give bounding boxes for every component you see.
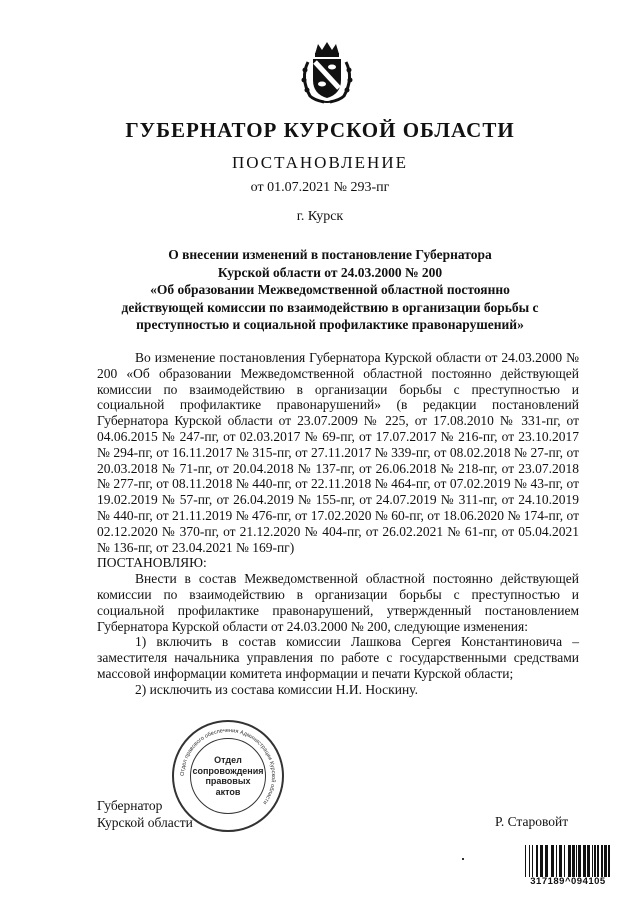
- title-line: действующей комиссии по взаимодействию в организации борьбы с: [121, 299, 539, 315]
- title-line: «Об образовании Межведомственной областной постоянно: [150, 282, 510, 297]
- stamp-text-line: Отдел: [214, 755, 242, 765]
- document-title: [100, 246, 560, 334]
- stamp-text-line: сопровождения: [192, 765, 264, 776]
- ink-dot: [462, 858, 464, 860]
- stamp-text-line: правовых: [205, 776, 251, 786]
- barcode-number: 317189^094105: [530, 876, 606, 887]
- change-item-1: 1) включить в состав комиссии Лашкова Сергея Константиновича – заместителя начальника управления по работе с государственными средствами массовой информации комитета информации и печати Курской области;: [97, 634, 579, 681]
- title-line: Курской области от 24.03.2000 № 200: [217, 264, 443, 280]
- official-stamp: [172, 720, 284, 832]
- barcode-bars: [524, 845, 612, 877]
- title-line: О внесении изменений в постановление Губернатора: [168, 247, 492, 262]
- stamp-ring-text: Отдел правового обеспечения Администрации Курской области: [179, 727, 277, 806]
- signatory-position-line: Губернатор: [97, 798, 163, 813]
- authority-heading: ГУБЕРНАТОР КУРСКОЙ ОБЛАСТИ: [125, 118, 515, 142]
- title-line: преступностью и социальной профилактике правонарушений»: [136, 317, 524, 332]
- stamp-center: [190, 738, 266, 814]
- changes-paragraph: Внести в состав Межведомственной областной постоянно действующей комиссии по взаимодействию в организации борьбы с преступностью и социальной профилактике правонарушений, утвержденный постановлением Губернатора Курской области от 24.03.2000 № 200, следующие изменения:: [97, 571, 579, 634]
- stamp-text-line: актов: [215, 786, 241, 797]
- document-type: ПОСТАНОВЛЕНИЕ: [231, 153, 408, 172]
- document-city: г. Курск: [296, 209, 344, 224]
- document-body: [97, 350, 579, 698]
- preamble-paragraph: Во изменение постановления Губернатора Курской области от 24.03.2000 № 200 «Об образовании Межведомственной областной постоянно действующей комиссии по взаимодействию в организации борьбы с преступностью и социальной профилактике правонарушений» (в редакции постановлений Губернатора Курской области от 23.07.2009 № 225, от 17.08.2010 № 331-пг, от 04.06.2015 № 247-пг, от 02.03.2017 № 69-пг, от 17.07.2017 № 216-пг, от 23.10.2017 № 294-пг, от 16.11.2017 № 315-пг, от 27.11.2017 № 339-пг, от 08.02.2018 № 27-пг, от 20.03.2018 № 71-пг, от 20.04.2018 № 137-пг, от 26.06.2018 № 218-пг, от 23.07.2018 № 277-пг, от 08.11.2018 № 440-пг, от 22.11.2018 № 464-пг, от 07.02.2019 № 43-пг, от 19.02.2019 № 57-пг, от 26.04.2019 № 155-пг, от 24.07.2019 № 311-пг, от 24.10.2019 № 440-пг, от 21.11.2019 № 476-пг, от 17.02.2020 № 60-пг, от 18.06.2020 № 174-пг, от 02.12.2020 № 370-пг, от 21.12.2020 № 404-пг, от 26.02.2021 № 61-пг, от 05.04.2021 № 136-пг, от 23.04.2021 № 169-пг): [97, 350, 579, 555]
- document-date-number: от 01.07.2021 № 293-пг: [250, 180, 390, 195]
- decree-word: ПОСТАНОВЛЯЮ:: [97, 555, 207, 571]
- change-item-2: 2) исключить из состава комиссии Н.И. Носкину.: [135, 681, 418, 697]
- signatory-position-line: Курской области: [97, 815, 193, 830]
- signatory-name: Р. Старовойт: [495, 814, 569, 829]
- coat-of-arms-icon: [298, 40, 356, 104]
- barcode: [524, 845, 612, 889]
